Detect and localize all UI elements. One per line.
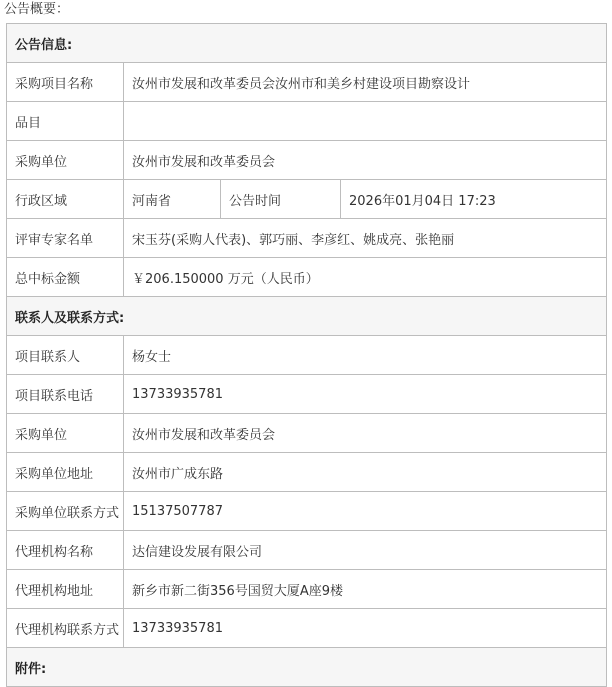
purchaser-label: 采购单位 <box>7 141 124 180</box>
purchaser-value: 汝州市发展和改革委员会 <box>124 141 607 180</box>
announcement-table <box>6 23 607 687</box>
category-label: 品目 <box>7 102 124 141</box>
page-title: 公告概要： <box>4 2 70 17</box>
experts-label: 评审专家名单 <box>7 219 124 258</box>
contact-purchaser-label: 采购单位 <box>7 414 124 453</box>
section-attachments-heading: 附件: <box>7 648 607 687</box>
announce-time-label: 公告时间 <box>221 180 341 219</box>
section-contact-heading: 联系人及联系方式: <box>7 297 607 336</box>
contact-purchaser-value: 汝州市发展和改革委员会 <box>124 414 607 453</box>
purchaser-address-label: 采购单位地址 <box>7 453 124 492</box>
project-phone-label: 项目联系电话 <box>7 375 124 414</box>
agency-phone-value: 13733935781 <box>124 609 607 648</box>
purchaser-phone-value: 15137507787 <box>124 492 607 531</box>
agency-name-link[interactable]: 达信建设发展有限公司 <box>124 531 607 570</box>
section-notice-heading: 公告信息: <box>7 24 607 63</box>
total-amount-label: 总中标金额 <box>7 258 124 297</box>
agency-phone-label: 代理机构联系方式 <box>7 609 124 648</box>
announce-time-value: 2026年01月04日 17:23 <box>341 180 607 219</box>
agency-name-label: 代理机构名称 <box>7 531 124 570</box>
agency-address-value: 新乡市新二街356号国贸大厦A座9楼 <box>124 570 607 609</box>
project-phone-value: 13733935781 <box>124 375 607 414</box>
region-label: 行政区域 <box>7 180 124 219</box>
project-name-label: 采购项目名称 <box>7 63 124 102</box>
purchaser-address-value: 汝州市广成东路 <box>124 453 607 492</box>
experts-value: 宋玉芬(采购人代表)、郭巧丽、李彦红、姚成亮、张艳丽 <box>124 219 607 258</box>
purchaser-phone-label: 采购单位联系方式 <box>7 492 124 531</box>
category-value <box>124 102 607 141</box>
project-contact-label: 项目联系人 <box>7 336 124 375</box>
total-amount-value: ￥206.150000 万元（人民币） <box>124 258 607 297</box>
project-contact-value: 杨女士 <box>124 336 607 375</box>
project-name-value: 汝州市发展和改革委员会汝州市和美乡村建设项目勘察设计 <box>124 63 607 102</box>
agency-address-label: 代理机构地址 <box>7 570 124 609</box>
region-value: 河南省 <box>124 180 221 219</box>
